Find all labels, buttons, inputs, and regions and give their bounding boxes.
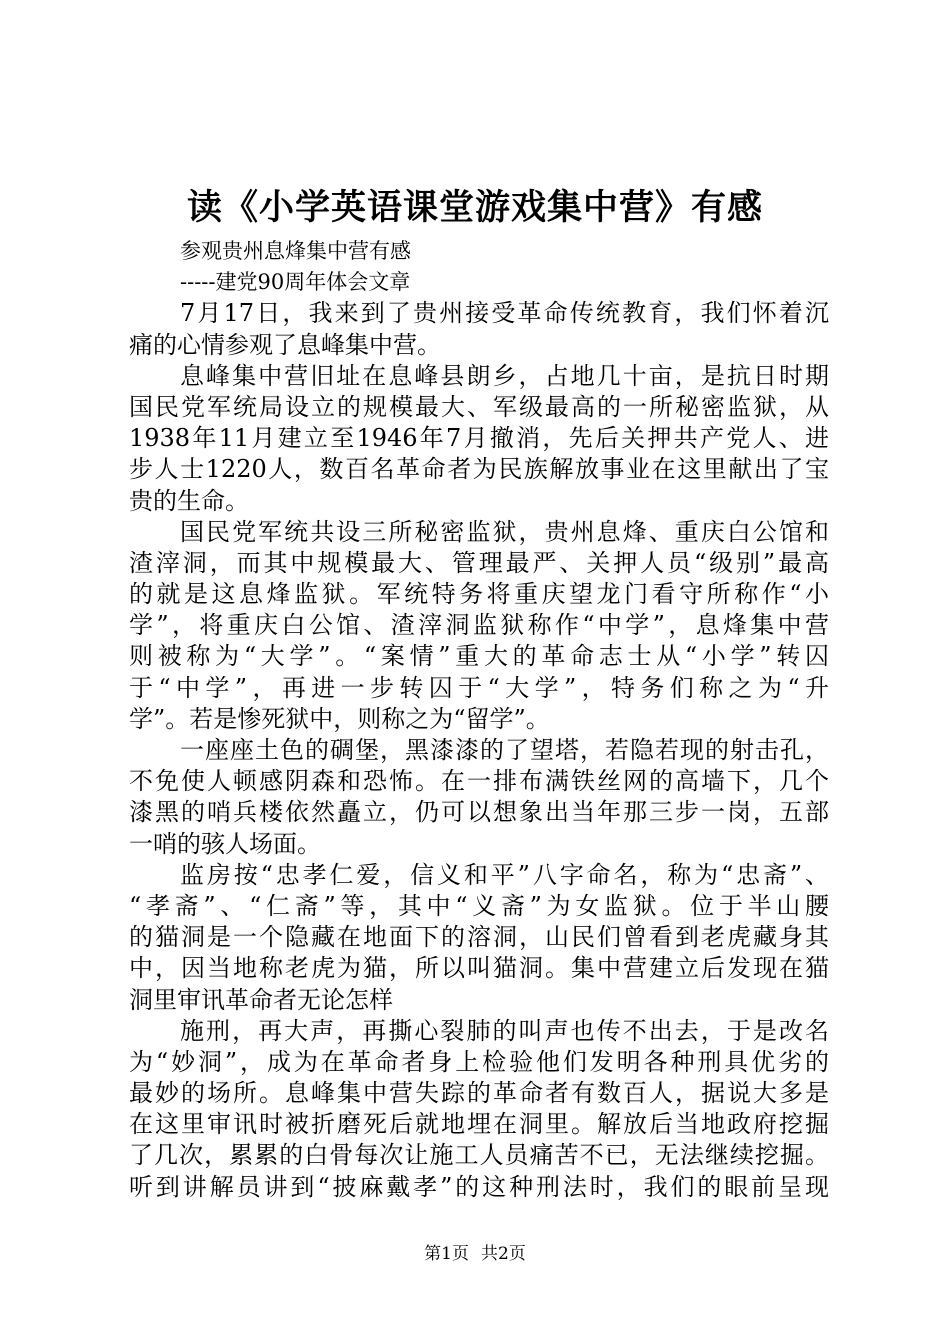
- paragraph-line: 一哨的骇人场面。: [129, 829, 321, 858]
- paragraph-line: 中，因当地称老虎为猫，所以叫猫洞。集中营建立后发现在猫: [129, 954, 829, 983]
- paragraph-line: 则被称为“大学”。“案情”重大的革命志士从“小学”转囚: [129, 642, 829, 671]
- paragraph-line: 听到讲解员讲到“披麻戴孝”的这种刑法时，我们的眼前呈现: [129, 1172, 829, 1201]
- paragraph-line: 了几次，累累的白骨每次让施工人员痛苦不已，无法继续挖掘。: [129, 1141, 829, 1170]
- paragraph-line: 的就是这息烽监狱。军统特务将重庆望龙门看守所称作“小: [129, 580, 829, 609]
- paragraph-line: 息峰集中营旧址在息峰县朗乡，占地几十亩，是抗日时期: [180, 361, 829, 390]
- paragraph-line: 学”。若是惨死狱中，则称之为“留学”。: [129, 704, 550, 733]
- page-total: 共2页: [481, 1244, 526, 1264]
- paragraph-line: 渣滓洞，而其中规模最大、管理最严、关押人员“级别”最高: [129, 548, 829, 577]
- paragraph-line: 痛的心情参观了息峰集中营。: [129, 330, 441, 359]
- paragraph-line: 一座座土色的碉堡，黑漆漆的了望塔，若隐若现的射击孔，: [180, 736, 829, 764]
- paragraph-line: 洞里审讯革命者无论怎样: [129, 985, 393, 1014]
- subtitle-line: -----建党90周年体会文章: [180, 270, 411, 295]
- paragraph-line: 在这里审讯时被折磨死后就地埋在洞里。解放后当地政府挖掘: [129, 1110, 829, 1139]
- page-number: 第1页: [424, 1244, 469, 1264]
- paragraph-line: “孝斋”、“仁斋”等，其中“义斋”为女监狱。位于半山腰: [129, 891, 829, 920]
- paragraph-line: 施刑，再大声，再撕心裂肺的叫声也传不出去，于是改名: [180, 1016, 829, 1045]
- paragraph-line: 国民党军统共设三所秘密监狱，贵州息烽、重庆白公馆和: [180, 517, 829, 546]
- paragraph-line: 不免使人顿感阴森和恐怖。在一排布满铁丝网的高墙下，几个: [129, 767, 829, 796]
- paragraph-line: 监房按“忠孝仁爱，信义和平”八字命名，称为“忠斋”、: [180, 860, 829, 889]
- page-footer: [0, 1242, 950, 1266]
- paragraph-line: 学”，将重庆白公馆、渣滓洞监狱称作“中学”，息烽集中营: [129, 611, 829, 640]
- paragraph-line: 1938年11月建立至1946年7月撤消，先后关押共产党人、进: [129, 424, 829, 453]
- paragraph-line: 贵的生命。: [129, 486, 249, 515]
- subtitle-line: 参观贵州息烽集中营有感: [180, 239, 411, 263]
- paragraph-line: 最妙的场所。息峰集中营失踪的革命者有数百人，据说大多是: [129, 1079, 829, 1108]
- paragraph-line: 7月17日，我来到了贵州接受革命传统教育，我们怀着沉: [180, 299, 829, 328]
- paragraph-line: 于“中学”，再进一步转囚于“大学”，特务们称之为“升: [129, 673, 829, 702]
- document-body: [129, 236, 829, 1203]
- paragraph-line: 漆黑的哨兵楼依然矗立，仍可以想象出当年那三步一岗，五部: [129, 798, 829, 827]
- paragraph-line: 步人士1220人，数百名革命者为民族解放事业在这里献出了宝: [129, 455, 829, 484]
- paragraph-line: 的猫洞是一个隐藏在地面下的溶洞，山民们曾看到老虎藏身其: [129, 923, 829, 952]
- document-title: 读《小学英语课堂游戏集中营》有感: [186, 187, 763, 228]
- paragraph-line: 为“妙洞”，成为在革命者身上检验他们发明各种刑具优劣的: [129, 1047, 829, 1076]
- paragraph-line: 国民党军统局设立的规模最大、军级最高的一所秘密监狱，从: [129, 392, 829, 421]
